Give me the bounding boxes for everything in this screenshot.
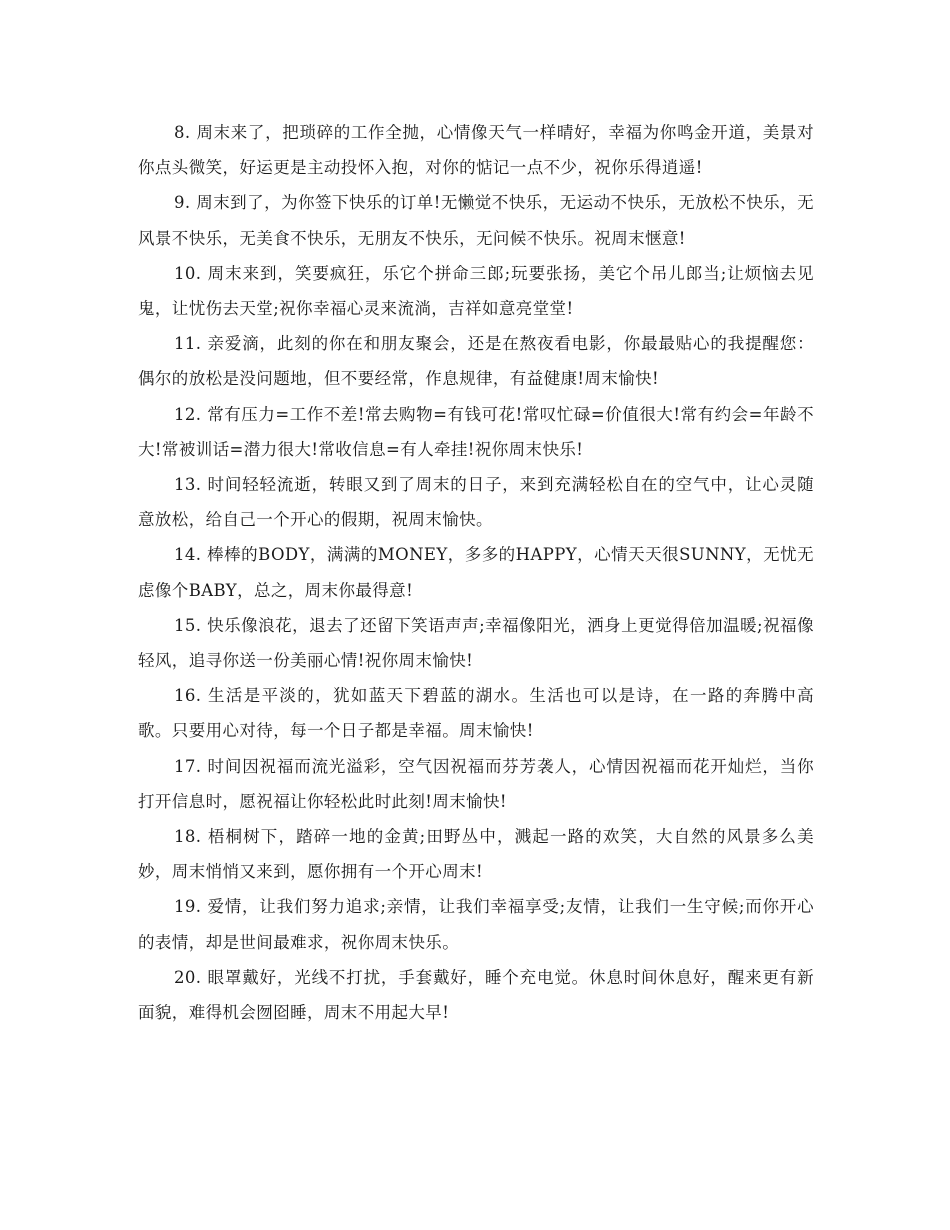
paragraph-9: 9. 周末到了，为你签下快乐的订单!无懒觉不快乐，无运动不快乐，无放松不快乐，无风景不快乐，无美食不快乐，无朋友不快乐，无问候不快乐。祝周末惬意! [138,193,814,248]
paragraph-13: 13. 时间轻轻流逝，转眼又到了周末的日子，来到充满轻松自在的空气中，让心灵随意放松，给自己一个开心的假期，祝周末愉快。 [138,475,814,530]
paragraph-11: 11. 亲爱滴，此刻的你在和朋友聚会，还是在熬夜看电影，你最最贴心的我提醒您：偶尔的放松是没问题地，但不要经常，作息规律，有益健康!周末愉快! [138,334,814,389]
document-body [138,115,814,1030]
paragraph-19: 19. 爱情，让我们努力追求;亲情，让我们幸福享受;友情，让我们一生守候;而你开心的表情，却是世间最难求，祝你周末快乐。 [138,897,814,952]
paragraph-15: 15. 快乐像浪花，退去了还留下笑语声声;幸福像阳光，洒身上更觉得倍加温暖;祝福像轻风，追寻你送一份美丽心情!祝你周末愉快! [138,615,814,671]
paragraph-8: 8. 周末来了，把琐碎的工作全抛，心情像天气一样晴好，幸福为你鸣金开道，美景对你点头微笑，好运更是主动投怀入抱，对你的惦记一点不少，祝你乐得逍遥! [138,123,814,178]
paragraph-12: 12. 常有压力=工作不差!常去购物=有钱可花!常叹忙碌=价值很大!常有约会=年龄不大!常被训话=潜力很大!常收信息=有人牵挂!祝你周末快乐! [138,404,814,459]
paragraph-20: 20. 眼罩戴好，光线不打扰，手套戴好，睡个充电觉。休息时间休息好，醒来更有新面貌，难得机会囫囵睡，周末不用起大早! [138,967,814,1023]
paragraph-16: 16. 生活是平淡的，犹如蓝天下碧蓝的湖水。生活也可以是诗，在一路的奔腾中高歌。只要用心对待，每一个日子都是幸福。周末愉快! [138,686,814,741]
paragraph-14: 14. 棒棒的BODY，满满的MONEY，多多的HAPPY，心情天天很SUNNY，无忧无虑像个BABY，总之，周末你最得意! [138,545,814,600]
paragraph-17: 17. 时间因祝福而流光溢彩，空气因祝福而芬芳袭人，心情因祝福而花开灿烂，当你打开信息时，愿祝福让你轻松此时此刻!周末愉快! [138,756,814,811]
paragraph-18: 18. 梧桐树下，踏碎一地的金黄;田野丛中，溅起一路的欢笑，大自然的风景多么美妙，周末悄悄又来到，愿你拥有一个开心周末! [138,827,814,882]
paragraph-10: 10. 周末来到，笑要疯狂，乐它个拼命三郎;玩要张扬，美它个吊儿郎当;让烦恼去见鬼，让忧伤去天堂;祝你幸福心灵来流淌，吉祥如意亮堂堂! [138,263,814,319]
